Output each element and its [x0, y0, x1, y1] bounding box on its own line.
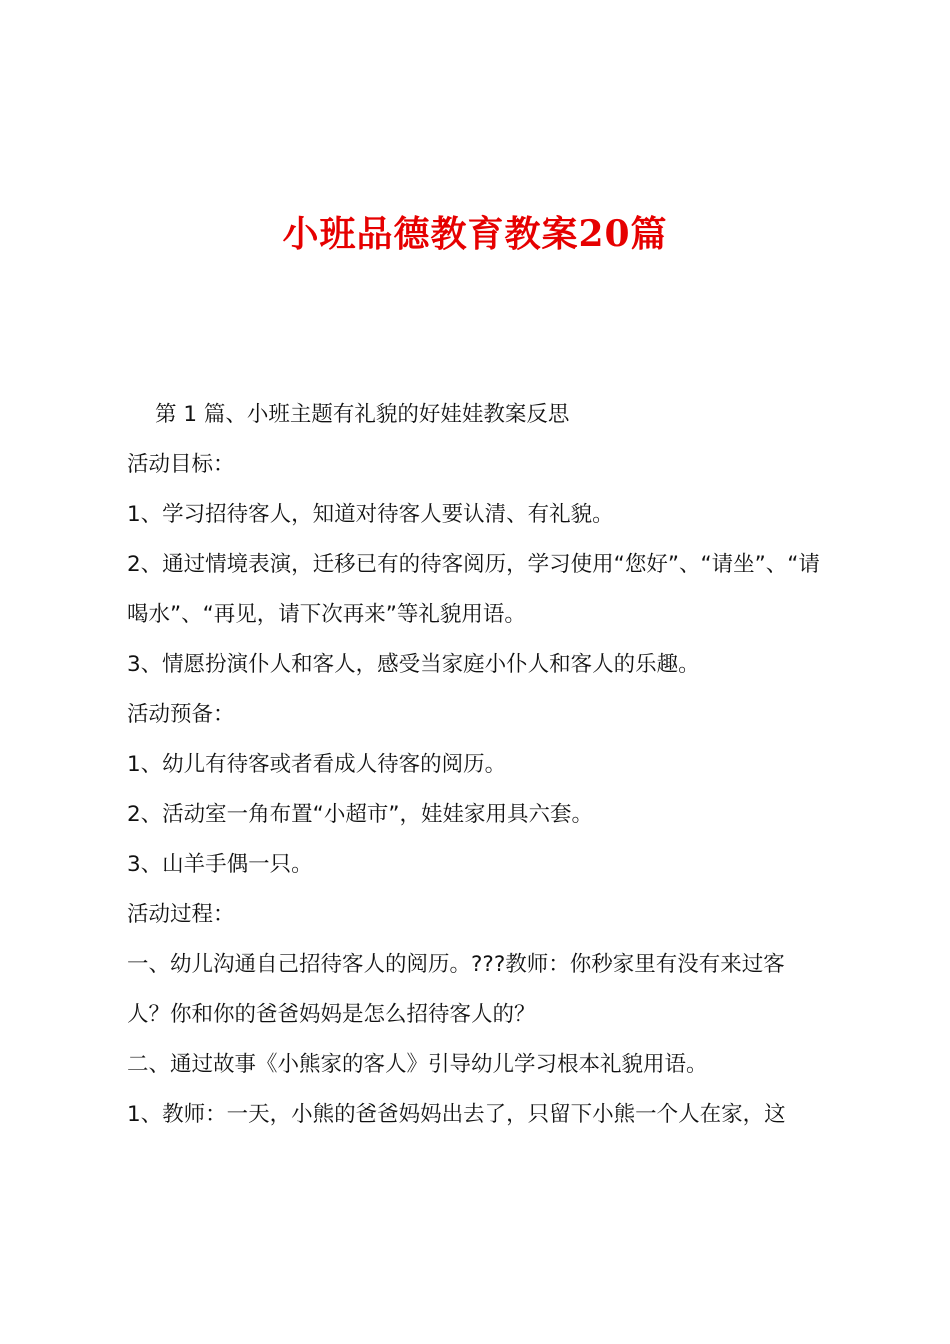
paragraph: 2、活动室一角布置“小超市”，娃娃家用具六套。: [127, 802, 593, 827]
document-title: 小班品德教育教案20篇: [282, 213, 668, 255]
paragraph: 3、山羊手偶一只。: [127, 852, 313, 877]
paragraph: 一、幼儿沟通自己招待客人的阅历。???教师：你秒家里有没有来过客: [127, 952, 785, 977]
paragraph: 活动预备：: [127, 702, 235, 727]
paragraph: 1、幼儿有待客或者看成人待客的阅历。: [127, 752, 507, 777]
document-body: [127, 390, 833, 1140]
section-heading: 第 1 篇、小班主题有礼貌的好娃娃教案反思: [155, 402, 570, 427]
paragraph: 喝水”、“再见，请下次再来”等礼貌用语。: [127, 602, 526, 627]
paragraph: 活动目标：: [127, 452, 235, 477]
paragraph: 二、通过故事《小熊家的客人》引导幼儿学习根本礼貌用语。: [127, 1052, 708, 1077]
paragraph: 3、情愿扮演仆人和客人，感受当家庭小仆人和客人的乐趣。: [127, 652, 700, 677]
paragraph: 1、教师：一天，小熊的爸爸妈妈出去了，只留下小熊一个人在家，这: [127, 1102, 786, 1127]
paragraph: 1、学习招待客人，知道对待客人要认清、有礼貌。: [127, 502, 614, 527]
paragraph: 人？你和你的爸爸妈妈是怎么招待客人的？: [127, 1002, 536, 1027]
paragraph: 2、通过情境表演，迁移已有的待客阅历，学习使用“您好”、“请坐”、“请: [127, 552, 820, 577]
paragraph: 活动过程：: [127, 902, 235, 927]
